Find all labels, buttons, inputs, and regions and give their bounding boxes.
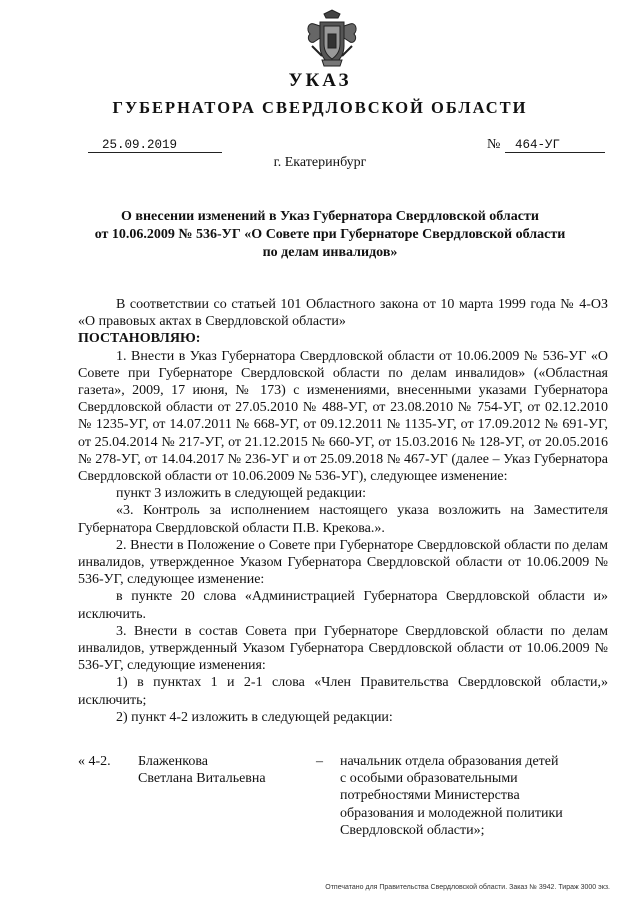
paragraph-item-1: 1. Внести в Указ Губернатора Свердловской области от 10.06.2009 № 536-УГ «О Совете при Губернаторе Свердловской области по делам инвалидов» («Областная газета», 2009, 17 июня, № 173) с изменениями, внесенными указами Губернатора Свердловской области от 27.05.2010 № 488-УГ, от 23.08.2010 № 754-УГ, от 02.12.2010 № 1235-УГ, от 14.07.2011 № 668-УГ, от 09.12.2011 № 1135-УГ, от 17.09.2012 № 691-УГ, от 25.04.2014 № 217-УГ, от 21.12.2015 № 660-УГ, от 15.03.2016 № 128-УГ, от 20.05.2016 № 278-УГ, от 14.04.2017 № 236-УГ и от 25.09.2018 № 467-УГ (далее – Указ Губернатора Свердловской области от 10.06.2009 № 536-УГ), следующее изменение: (78, 348, 608, 485)
paragraph-item-3: 3. Внести в состав Совета при Губернаторе Свердловской области по делам инвалидов, утвержденный Указом Губернатора Свердловской области от 10.06.2009 № 536-УГ, следующие изменения: (78, 623, 608, 674)
position-line: с особыми образовательными (340, 771, 518, 787)
decree-operative-word: ПОСТАНОВЛЯЮ: (78, 331, 201, 347)
heading-line: от 10.06.2009 № 536-УГ «О Совете при Губернаторе Свердловской области (94, 227, 566, 242)
paragraph: в пункте 20 слова «Администрацией Губернатора Свердловской области и» исключить. (78, 589, 608, 622)
member-surname: Блаженкова (138, 754, 208, 769)
print-footer: Отпечатано для Правительства Свердловской области. Заказ № 3942. Тираж 3000 экз. (325, 884, 610, 891)
position-line: образования и молодежной политики (340, 805, 563, 821)
city: г. Екатеринбург (273, 155, 367, 170)
entry-number: « 4-2. (78, 754, 111, 769)
preamble-paragraph: В соответствии со статьей 101 Областного закона от 10 марта 1999 года № 4-ОЗ «О правовых актах в Свердловской области» (78, 297, 608, 330)
position-line: Свердловской области»; (340, 822, 485, 838)
paragraph-item-2: 2. Внести в Положение о Совете при Губернаторе Свердловской области по делам инвалидов, утвержденное Указом Губернатора Свердловской области от 10.06.2009 № 536-УГ, следующее изменение: (78, 537, 608, 588)
position-line: начальник отдела образования детей (340, 754, 559, 769)
number-sign: № (487, 137, 501, 152)
paragraph-quote: «3. Контроль за исполнением настоящего указа возложить на Заместителя Губернатора Свердловской области П.В. Крекова.». (78, 503, 608, 536)
decree-body (78, 296, 608, 726)
paragraph: 2) пункт 4-2 изложить в следующей редакции: (116, 709, 393, 725)
heading-line: по делам инвалидов» (262, 245, 398, 260)
heading-line: О внесении изменений в Указ Губернатора Свердловской области (121, 209, 539, 224)
entry-dash: – (316, 754, 323, 769)
decree-date: 25.09.2019 (88, 138, 222, 153)
position-line: потребностями Министерства (340, 788, 520, 804)
paragraph: 1) в пунктах 1 и 2-1 слова «Член Правительства Свердловской области,» исключить; (78, 675, 608, 708)
decree-heading (60, 208, 600, 262)
member-given-names: Светлана Витальевна (138, 771, 266, 787)
paragraph: пункт 3 изложить в следующей редакции: (116, 486, 366, 502)
issuer-title: ГУБЕРНАТОРА СВЕРДЛОВСКОЙ ОБЛАСТИ (112, 98, 528, 117)
member-position (340, 753, 600, 839)
member-name (138, 753, 266, 787)
decree-number: 464-УГ (505, 138, 605, 153)
coat-of-arms-emblem (302, 8, 362, 70)
document-type-title: УКАЗ (288, 70, 352, 91)
